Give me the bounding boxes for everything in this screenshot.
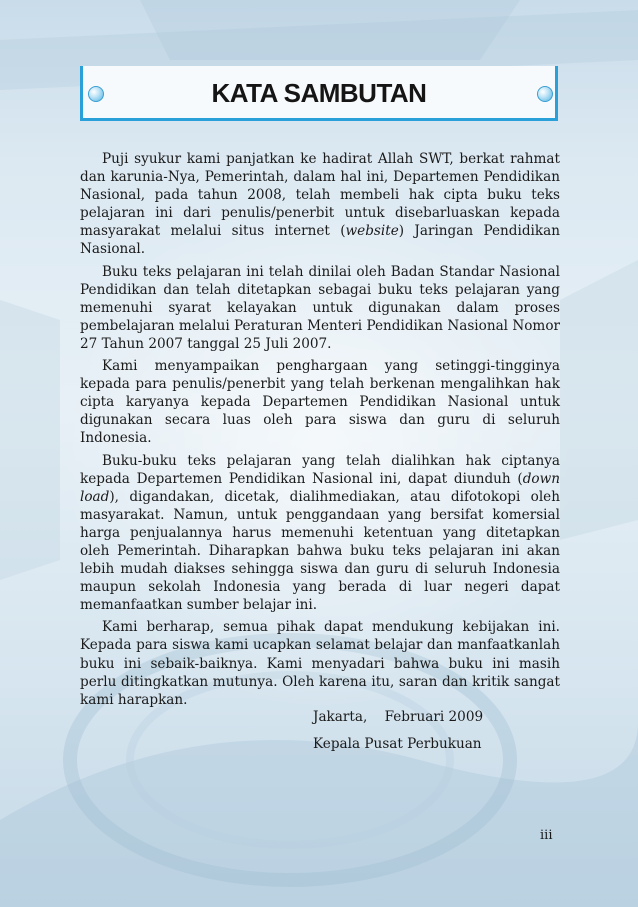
body-text <box>80 150 560 713</box>
signature-block <box>313 708 483 762</box>
paragraph: Kami berharap, semua pihak dapat mendukung kebijakan ini. Kepada para siswa kami ucapkan selamat belajar dan manfaatkanlah buku ini sebaik-baiknya. Kami menyadari bahwa buku ini masih perlu ditingkatkan mutunya. Oleh karena itu, saran dan kritik sangat kami harapkan. <box>80 619 560 708</box>
place-date: Jakarta, Februari 2009 <box>313 709 484 725</box>
paragraph: Buku teks pelajaran ini telah dinilai oleh Badan Standar Nasional Pendidikan dan telah ditetapkan sebagai buku teks pelajaran yang memenuhi syarat kelayakan untuk digunakan dalam proses pembelajaran melalui Peraturan Menteri Pendidikan Nasional Nomor 27 Tahun 2007 tanggal 25 Juli 2007. <box>80 263 561 352</box>
page-title: KATA SAMBUTAN <box>211 78 427 108</box>
paragraph: Kami menyampaikan penghargaan yang setinggi-tingginya kepada para penulis/penerbit yang telah berkenan mengalihkan hak cipta karyanya kepada Departemen Pendidikan Nasional untuk digunakan secara luas oleh para siswa dan guru di seluruh Indonesia. <box>80 358 560 447</box>
paragraph: Buku-buku teks pelajaran yang telah dialihkan hak ciptanya kepada Departemen Pendidikan Nasional ini, dapat diunduh (down load), digandakan, dicetak, dialihmediakan, atau difotokopi oleh masyarakat. Namun, untuk penggandaan yang bersifat komersial harga penjualannya harus memenuhi ketentuan yang ditetapkan oleh Pemerintah. Diharapkan bahwa buku teks pelajaran ini akan lebih mudah diakses sehingga siswa dan guru di seluruh Indonesia maupun sekolah Indonesia yang berada di luar negeri dapat memanfaatkan sumber belajar ini. <box>80 452 560 614</box>
paragraph: Puji syukur kami panjatkan ke hadirat Allah SWT, berkat rahmat dan karunia-Nya, Pemerintah, dalam hal ini, Departemen Pendidikan Nasional, pada tahun 2008, telah membeli hak cipta buku teks pelajaran ini dari penulis/penerbit untuk disebarluaskan kepada masyarakat melalui situs internet (website) Jaringan Pendidikan Nasional. <box>80 151 560 258</box>
page-number: iii <box>540 828 553 843</box>
signer-title: Kepala Pusat Perbukuan <box>313 736 482 752</box>
